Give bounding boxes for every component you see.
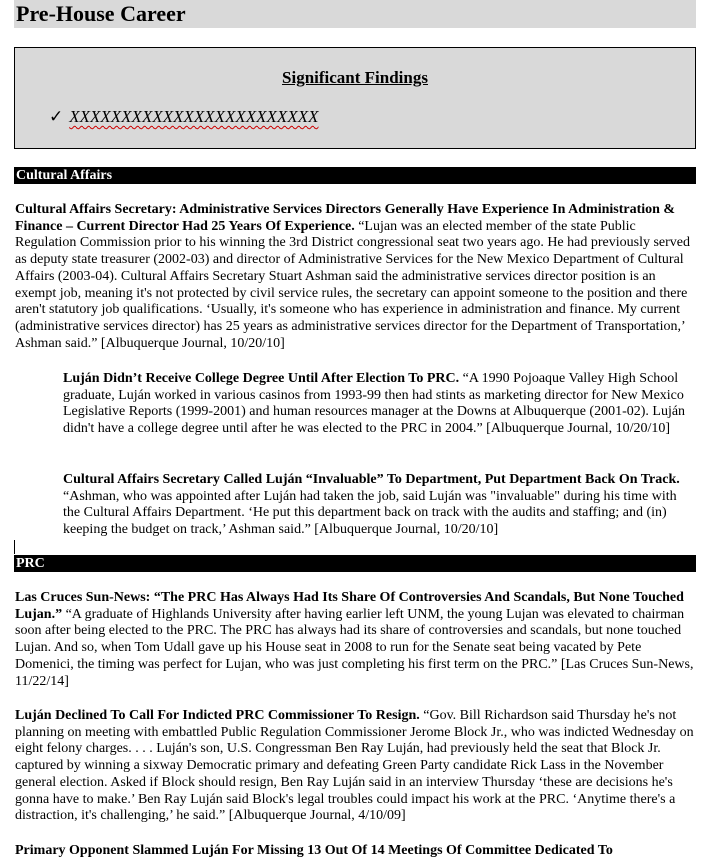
page-title-bar (14, 0, 696, 28)
paragraph-body: “Lujan was an elected member of the state Public Regulation Commission prior to his winning the 3rd District congressional seat two years ago. He had previously served as deputy state treasurer (2002-03) and director of Administrative Services for the New Mexico Department of Cultural Affairs (2003-04). Cultural Affairs Secretary Stuart Ashman said the administrative services director position is an exempt job, meaning it's not protected by civil service rules, the secretary can appoint someone to the position and there aren't statutory job qualifications. ‘Usually, it's someone who has experience in administration and finance. My current (administrative services director) has 25 years as administrative services director for the Department of Transportation,’ Ashman said.” [Albuquerque Journal, 10/20/10] (15, 218, 690, 351)
checkmark-icon: ✓ (49, 107, 64, 126)
paragraph-headline: Luján Didn’t Receive College Degree Until After Election To PRC. (63, 371, 460, 386)
significant-findings-box (14, 47, 696, 149)
paragraph-body: “Gov. Bill Richardson said Thursday he's not planning on meeting with embattled Public Regulation Commissioner Jerome Block Jr., who was indicted Wednesday on eight felony charges. . . . Luján's son, U.S. Congressman Ben Ray Luján, had previously held the seat that Block Jr. captured by winning a sixway Democratic primary and defeating Green Party candidate Rick Lass in the November general election. Asked if Block should resign, Ben Ray Luján said in an interview Thursday ‘these are decisions he's gonna have to make.’ Ben Ray Luján said Block's legal troubles could impact his work at the PRC. ‘Anytime there's a distraction, it's challenging,’ he said.” [Albuquerque Journal, 4/10/09] (15, 708, 694, 824)
findings-item-text: XXXXXXXXXXXXXXXXXXXXXXXX (69, 107, 319, 126)
section-header-cultural-affairs: Cultural Affairs (14, 167, 696, 184)
section-header-prc: PRC (14, 555, 696, 572)
findings-heading: Significant Findings (282, 68, 428, 87)
page-title: Pre-House Career (16, 1, 186, 26)
paragraph (15, 590, 695, 690)
paragraph-headline: Luján Declined To Call For Indicted PRC Commissioner To Resign. (15, 708, 420, 723)
paragraph-headline: Cultural Affairs Secretary: Administrative Services Directors Generally Have Experience In Administration & Finance – Current Director Had 25 Years Of Experience. (15, 202, 676, 234)
paragraph (15, 843, 695, 860)
paragraph-headline: Primary Opponent Slammed Luján For Missing 13 Out Of 14 Meetings Of Committee Dedicated To (15, 843, 613, 858)
paragraph (63, 371, 695, 438)
paragraph (15, 708, 695, 825)
paragraph-headline: Cultural Affairs Secretary Called Luján “Invaluable” To Department, Put Department Back On Track. (63, 472, 680, 487)
paragraph-body: “A graduate of Highlands University after having earlier left UNM, the young Lujan was elevated to chairman soon after being elected to the PRC. The PRC has always had its share of controversies and scandals, but none touched Lujan. And so, when Tom Udall gave up his House seat in 2008 to run for the Senate seat being vacated by Pete Domenici, the timing was perfect for Lujan, who was just completing his first term on the PRC.” [Las Cruces Sun-News, 11/22/14] (15, 606, 694, 689)
paragraph-body: “Ashman, who was appointed after Luján had taken the job, said Luján was "invaluable" during his time with the Cultural Affairs Department. ‘He put this department back on track with the audits and staffing; and (in) keeping the budget on track,’ Ashman said.” [Albuquerque Journal, 10/20/10] (63, 488, 677, 538)
paragraph (15, 202, 695, 352)
text-cursor (14, 540, 15, 554)
paragraph (63, 472, 695, 539)
paragraph-headline: Las Cruces Sun-News: “The PRC Has Always Had Its Share Of Controversies And Scandals, But None Touched Lujan.” (15, 590, 684, 622)
paragraph-body: “A 1990 Pojoaque Valley High School graduate, Luján worked in various casinos from 1993-99 then had stints as marketing director for New Mexico Legislative Reports (1999-2001) and human resources manager at the Downs at Albuquerque (2001-02). Luján didn't have a college degree until after he was elected to the PRC in 2004.” [Albuquerque Journal, 10/20/10] (63, 371, 686, 437)
findings-item (49, 107, 318, 127)
